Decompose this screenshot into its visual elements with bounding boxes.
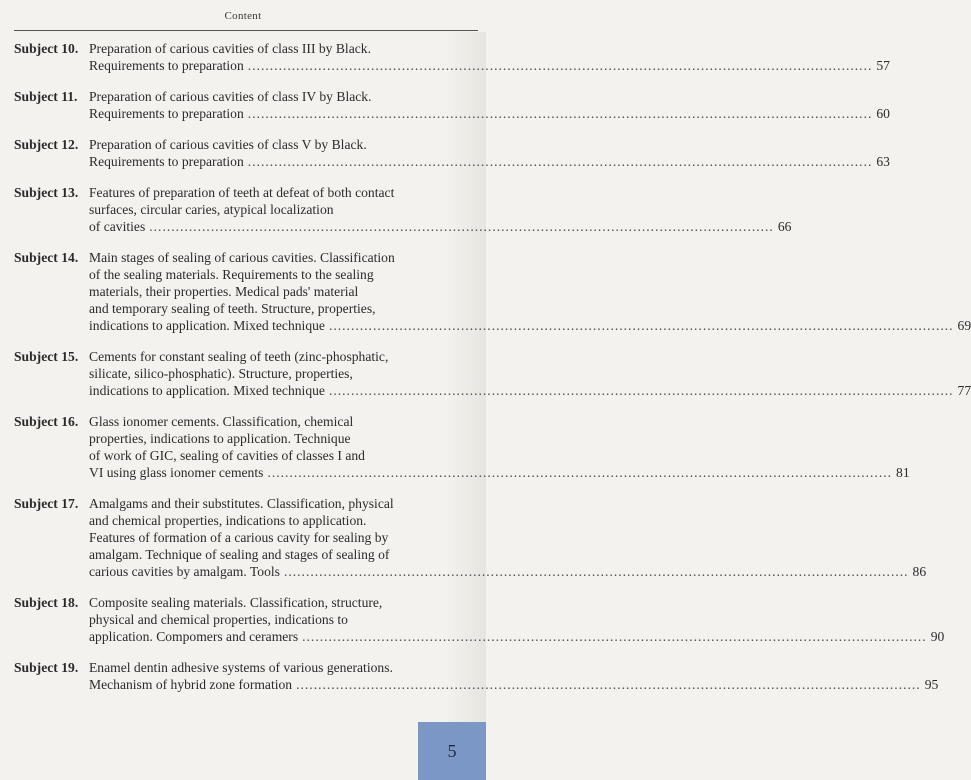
subject-label	[14, 413, 89, 481]
page-number: 5	[418, 722, 486, 780]
entry-title-line: of work of GIC, sealing of cavities of classes I and	[89, 448, 365, 463]
subject-label	[14, 659, 89, 693]
entry-text	[89, 40, 890, 74]
toc-entry	[14, 88, 890, 122]
entry-title-line: Preparation of carious cavities of class V by Black.	[89, 137, 367, 152]
entry-title-line: physical and chemical properties, indications to	[89, 612, 348, 627]
dot-leader	[296, 676, 921, 693]
entry-title-line: Preparation of carious cavities of class III by Black.	[89, 41, 371, 56]
entry-final-line	[89, 464, 910, 481]
subject-word: Subject	[14, 496, 58, 511]
toc-entry	[14, 413, 910, 481]
subject-number: 18.	[61, 595, 79, 610]
entry-title-line: Preparation of carious cavities of class IV by Black.	[89, 89, 372, 104]
dot-leader	[248, 153, 873, 170]
subject-label	[14, 495, 89, 580]
entry-final-line	[89, 628, 944, 645]
entry-final-line	[89, 382, 971, 399]
dot-leader	[149, 218, 774, 235]
entry-title-line: materials, their properties. Medical pads' material	[89, 284, 359, 299]
subject-number: 14.	[61, 250, 79, 265]
header-rule	[14, 30, 478, 31]
entry-title-line: VI using glass ionomer cements	[89, 465, 264, 480]
subject-word: Subject	[14, 137, 58, 152]
entry-text	[89, 495, 926, 580]
subject-number: 17.	[61, 496, 79, 511]
entry-text	[89, 88, 890, 122]
entry-title-line: surfaces, circular caries, atypical localization	[89, 202, 334, 217]
subject-word: Subject	[14, 41, 58, 56]
page-ref[interactable]: 95	[924, 677, 939, 692]
toc-entry	[14, 184, 792, 235]
entry-title-line: and temporary sealing of teeth. Structure, properties,	[89, 301, 376, 316]
entry-title-line: Mechanism of hybrid zone formation	[89, 677, 293, 692]
entry-text	[89, 413, 910, 481]
subject-word: Subject	[14, 595, 58, 610]
entry-final-line	[89, 218, 791, 235]
subject-word: Subject	[14, 349, 58, 364]
dot-leader	[302, 628, 927, 645]
entry-title-line: silicate, silico-phosphatic). Structure, properties,	[89, 366, 353, 381]
entry-final-line	[89, 317, 971, 334]
dot-leader	[248, 105, 873, 122]
entry-text	[89, 184, 791, 235]
entry-final-line	[89, 676, 938, 693]
entry-text	[89, 594, 944, 645]
entry-title-line: of the sealing materials. Requirements to the sealing	[89, 267, 374, 282]
page-ref[interactable]: 90	[930, 629, 945, 644]
page-ref[interactable]: 60	[876, 106, 890, 121]
entry-title-line: amalgam. Technique of sealing and stages of sealing of	[89, 547, 390, 562]
entry-final-line	[89, 105, 890, 122]
entry-title-line: Composite sealing materials. Classification, structure,	[89, 595, 383, 610]
page-ref[interactable]: 86	[912, 564, 927, 579]
entry-title-line: Amalgams and their substitutes. Classification, physical	[89, 496, 394, 511]
page-ref[interactable]: 66	[777, 219, 792, 234]
entry-title-line: Enamel dentin adhesive systems of various generations.	[89, 660, 393, 675]
entry-title-line: indications to application. Mixed technique	[89, 318, 325, 333]
entry-title-line: indications to application. Mixed technique	[89, 383, 325, 398]
subject-word: Subject	[14, 89, 58, 104]
table-of-contents	[14, 40, 971, 693]
subject-word: Subject	[14, 414, 58, 429]
entry-title-line: Main stages of sealing of carious cavities. Classification	[89, 250, 395, 265]
subject-word: Subject	[14, 185, 58, 200]
entry-text	[89, 348, 971, 399]
page-ref[interactable]: 57	[876, 58, 890, 73]
subject-label	[14, 184, 89, 235]
entry-text	[89, 659, 938, 693]
entry-title-line: Requirements to preparation	[89, 106, 244, 121]
entry-final-line	[89, 57, 890, 74]
entry-title-line: Features of formation of a carious cavity for sealing by	[89, 530, 389, 545]
entry-final-line	[89, 153, 890, 170]
dot-leader	[248, 57, 873, 74]
toc-entry	[14, 594, 945, 645]
page-ref[interactable]: 77	[957, 383, 971, 398]
dot-leader	[284, 563, 909, 580]
entry-title-line: application. Compomers and ceramers	[89, 629, 299, 644]
entry-final-line	[89, 563, 926, 580]
page-ref[interactable]: 81	[896, 465, 910, 480]
entry-title-line: properties, indications to application. Technique	[89, 431, 351, 446]
entry-title-line: Cements for constant sealing of teeth (zinc-phosphatic,	[89, 349, 389, 364]
dot-leader	[267, 464, 892, 481]
entry-text	[89, 136, 890, 170]
page-ref[interactable]: 63	[876, 154, 890, 169]
toc-entry	[14, 136, 890, 170]
entry-title-line: Requirements to preparation	[89, 154, 244, 169]
entry-title-line: Glass ionomer cements. Classification, chemical	[89, 414, 354, 429]
entry-title-line: and chemical properties, indications to application.	[89, 513, 367, 528]
running-header: Content	[224, 10, 262, 22]
dot-leader	[329, 382, 954, 399]
entry-title-line: Requirements to preparation	[89, 58, 244, 73]
toc-entry	[14, 249, 971, 334]
subject-number: 12.	[61, 137, 79, 152]
page-ref[interactable]: 69	[957, 318, 971, 333]
subject-word: Subject	[14, 660, 58, 675]
subject-number: 13.	[61, 185, 79, 200]
subject-label	[14, 594, 89, 645]
entry-title-line: of cavities	[89, 219, 146, 234]
subject-label	[14, 249, 89, 334]
subject-label	[14, 348, 89, 399]
dot-leader	[329, 317, 954, 334]
subject-number: 16.	[61, 414, 79, 429]
entry-text	[89, 249, 971, 334]
subject-label	[14, 40, 89, 74]
toc-entry	[14, 659, 939, 693]
subject-number: 19.	[61, 660, 79, 675]
subject-label	[14, 88, 89, 122]
subject-number: 11.	[61, 89, 78, 104]
toc-entry	[14, 495, 927, 580]
entry-title-line: Features of preparation of teeth at defeat of both contact	[89, 185, 395, 200]
subject-number: 15.	[61, 349, 79, 364]
subject-number: 10.	[61, 41, 79, 56]
toc-entry	[14, 40, 890, 74]
subject-word: Subject	[14, 250, 58, 265]
subject-label	[14, 136, 89, 170]
entry-title-line: carious cavities by amalgam. Tools	[89, 564, 280, 579]
toc-entry	[14, 348, 971, 399]
